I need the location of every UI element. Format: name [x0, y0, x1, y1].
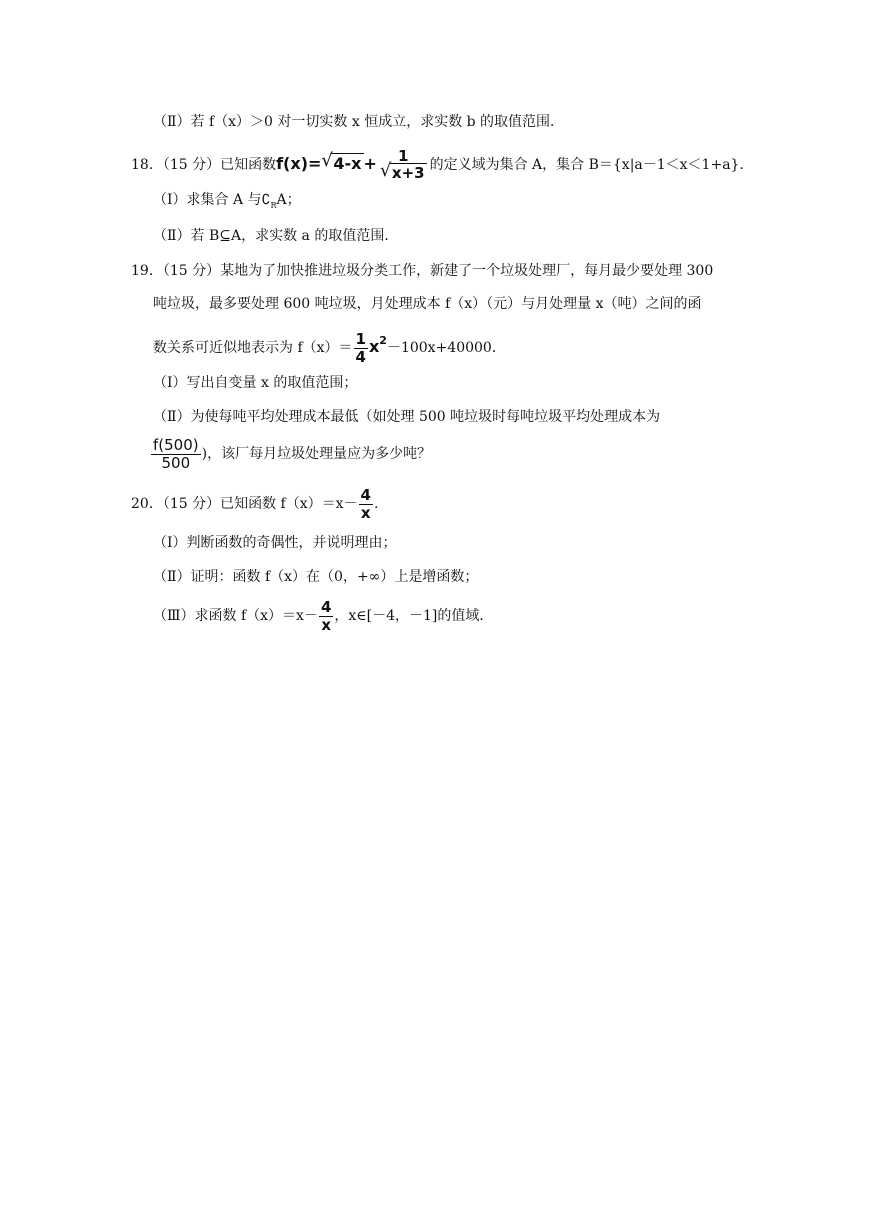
q19-exponent: 2	[379, 334, 387, 347]
q19-part2-fraction-denominator: 500	[151, 454, 201, 472]
q19-line2: 吨垃圾，最多要处理 600 吨垃圾，月处理成本 f（x）（元）与月处理量 x（吨）之间的函	[153, 296, 702, 312]
q20-part3-fraction-denominator: x	[319, 616, 333, 634]
q19-part2-line1: （Ⅱ）为使每吨平均处理成本最低（如处理 500 吨垃圾时每吨垃圾平均处理成本为	[153, 409, 661, 425]
q20-fraction-numerator: 4	[360, 485, 371, 504]
q20-suffix: .	[373, 496, 379, 512]
q19-part2-line2	[150, 434, 431, 474]
q19-part2-fraction	[151, 437, 201, 472]
q20-part3-tail: ，x∈[－4，－1]的值域．	[334, 608, 494, 624]
q18-part1-subscript: R	[270, 201, 277, 210]
q19-line3-text: 数关系可近似地表示为 f（x）＝	[153, 340, 353, 356]
q18-formula-fx: f(x)=	[276, 154, 322, 173]
q18-suffix: 的定义域为集合 A，集合 B＝{x|a－1＜x＜1+a}．	[429, 157, 754, 173]
q20-part3-fraction-numerator: 4	[320, 597, 332, 616]
q19-fraction	[354, 331, 368, 366]
q19-line3-tail: －100x+40000．	[386, 340, 506, 356]
q18-sqrt: √ 4-x	[321, 150, 362, 173]
q19-variable-x: x	[368, 337, 380, 356]
q20-stem	[131, 484, 378, 524]
q18-sqrt-radicand: 4-x	[333, 154, 362, 173]
q18-fraction-numerator: 1	[398, 146, 409, 165]
q18-part2: （Ⅱ）若 B⊆A，求实数 a 的取值范围．	[153, 228, 399, 244]
q18-part1-tail: A；	[276, 192, 301, 208]
q18-prefix: 18．（15 分）已知函数	[131, 157, 277, 173]
q19-part2-fraction-numerator: f(500)	[153, 435, 199, 454]
q18-part1	[153, 190, 301, 216]
q19-fraction-numerator: 1	[355, 329, 366, 348]
q20-fraction	[359, 487, 373, 522]
q18-stem	[131, 147, 753, 182]
q20-part2: （Ⅱ）证明：函数 f（x）在（0，+∞）上是增函数；	[153, 569, 479, 585]
q19-part1: （Ⅰ）写出自变量 x 的取值范围；	[153, 375, 358, 391]
q19-line3	[153, 321, 506, 368]
q18-fraction	[378, 148, 429, 182]
q20-part1: （Ⅰ）判断函数的奇偶性，并说明理由；	[153, 535, 397, 551]
q18-den-radicand: x+3	[391, 163, 425, 182]
q18-formula-plus: +	[363, 154, 377, 173]
q20-part3-fraction	[319, 599, 333, 634]
q18-formula	[276, 146, 430, 182]
q18-den-sqrt: √ x+3	[379, 159, 425, 182]
q19-part2-tail: )，该厂每月垃圾处理量应为多少吨？	[201, 446, 432, 462]
q19-line1: 19．（15 分）某地为了加快推进垃圾分类工作，新建了一个垃圾处理厂，每月最少要处理 300	[131, 263, 714, 279]
q20-part3-text: （Ⅲ）求函数 f（x）＝x－	[153, 608, 318, 624]
q18-part1-text: （Ⅰ）求集合 A 与∁	[153, 192, 271, 208]
q20-part3	[153, 596, 493, 636]
q17-part2: （Ⅱ）若 f（x）＞0 对一切实数 x 恒成立，求实数 b 的取值范围．	[153, 114, 565, 130]
q20-prefix: 20．（15 分）已知函数 f（x）＝x－	[131, 496, 358, 512]
q20-fraction-denominator: x	[359, 504, 373, 522]
q19-fraction-denominator: 4	[355, 347, 366, 366]
